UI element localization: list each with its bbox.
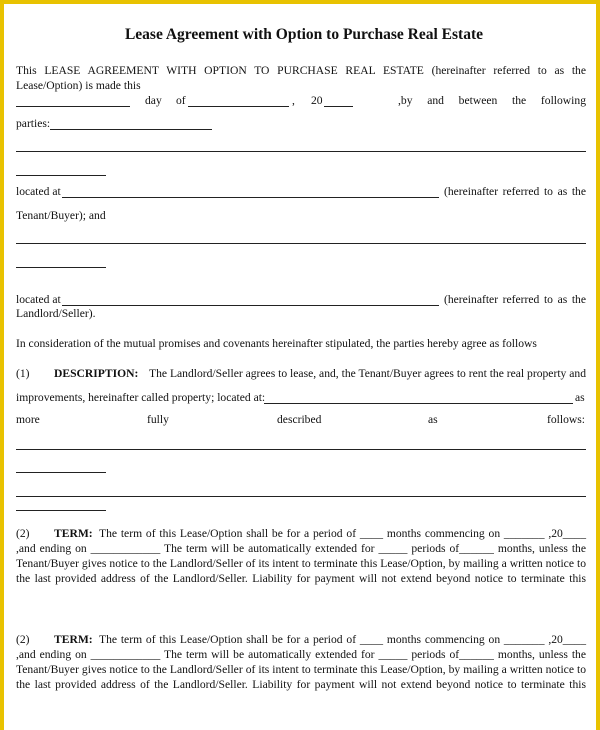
- term-line-1: The term of this Lease/Option shall be for a period of ____ months commencing on _______ ,20____: [99, 633, 586, 646]
- term-line-1: The term of this Lease/Option shall be for a period of ____ months commencing on _______ ,20____: [99, 527, 586, 540]
- day-blank[interactable]: [16, 106, 130, 107]
- description-as-end: as: [575, 391, 585, 404]
- parties-label: parties:: [16, 117, 51, 130]
- year-blank[interactable]: [324, 106, 353, 107]
- term-number: (2): [16, 527, 30, 540]
- intro-line-2: Lease/Option) is made this: [16, 79, 141, 92]
- fully-label: fully: [147, 413, 169, 426]
- description-heading: DESCRIPTION:: [54, 367, 139, 380]
- term-line-4: the last provided address of the Landlord/Seller. Liability for payment will not extend beyond notice to terminate this: [16, 678, 586, 691]
- parties-blank[interactable]: [50, 129, 212, 130]
- description-line-3[interactable]: [16, 496, 586, 497]
- description-line-4[interactable]: [16, 510, 106, 511]
- intro-line-1: This LEASE AGREEMENT WITH OPTION TO PURCHASE REAL ESTATE (hereinafter referred to as the: [16, 64, 586, 77]
- tenant-line-full[interactable]: [16, 243, 586, 244]
- tenant-hereinafter: (hereinafter referred to as the: [444, 185, 586, 198]
- tenant-address-blank[interactable]: [62, 197, 439, 198]
- comma-label: ,: [292, 94, 295, 107]
- consideration-text: In consideration of the mutual promises and covenants hereinafter stipulated, the parties hereby agree as follows: [16, 337, 537, 350]
- description-text-1: The Landlord/Seller agrees to lease, and, the Tenant/Buyer agrees to rent the real property and: [149, 367, 586, 380]
- by-between-label: ,by and between the following: [398, 94, 586, 107]
- of-label: of: [176, 94, 186, 107]
- described-label: described: [277, 413, 322, 426]
- month-blank[interactable]: [188, 106, 289, 107]
- landlord-hereinafter: (hereinafter referred to as the: [444, 293, 586, 306]
- property-address-blank[interactable]: [264, 403, 573, 404]
- follows-label: follows:: [547, 413, 586, 426]
- term-heading: TERM:: [54, 527, 93, 540]
- description-line-1[interactable]: [16, 449, 586, 450]
- term-line-2: ,and ending on ____________ The term will be automatically extended for _____ periods of______ months, unless the: [16, 542, 586, 555]
- term-heading: TERM:: [54, 633, 93, 646]
- landlord-address-blank[interactable]: [62, 305, 439, 306]
- term-line-4: the last provided address of the Landlord/Seller. Liability for payment will not extend beyond notice to terminate this: [16, 572, 586, 585]
- more-label: more: [16, 413, 40, 426]
- landlord-role: Landlord/Seller).: [16, 307, 96, 320]
- term-line-2: ,and ending on ____________ The term will be automatically extended for _____ periods of______ months, unless the: [16, 648, 586, 661]
- as-label: as: [428, 413, 438, 426]
- description-text-2: improvements, hereinafter called property; located at:: [16, 391, 266, 404]
- tenant-line-short[interactable]: [16, 267, 106, 268]
- tenant-role: Tenant/Buyer); and: [16, 209, 106, 222]
- document-title: Lease Agreement with Option to Purchase Real Estate: [124, 26, 484, 43]
- parties-line-short[interactable]: [16, 175, 106, 176]
- description-number: (1): [16, 367, 30, 380]
- term-line-3: Tenant/Buyer gives notice to the Landlord/Seller of its intent to terminate this Lease/Option, by mailing a written notice to: [16, 557, 586, 570]
- day-label: day: [145, 94, 162, 107]
- parties-line-full[interactable]: [16, 151, 586, 152]
- landlord-located-at: located at: [16, 293, 61, 306]
- year-prefix: 20: [311, 94, 323, 107]
- tenant-located-at: located at: [16, 185, 61, 198]
- term-line-3: Tenant/Buyer gives notice to the Landlord/Seller of its intent to terminate this Lease/Option, by mailing a written notice to: [16, 663, 586, 676]
- term-number: (2): [16, 633, 30, 646]
- description-line-2[interactable]: [16, 472, 106, 473]
